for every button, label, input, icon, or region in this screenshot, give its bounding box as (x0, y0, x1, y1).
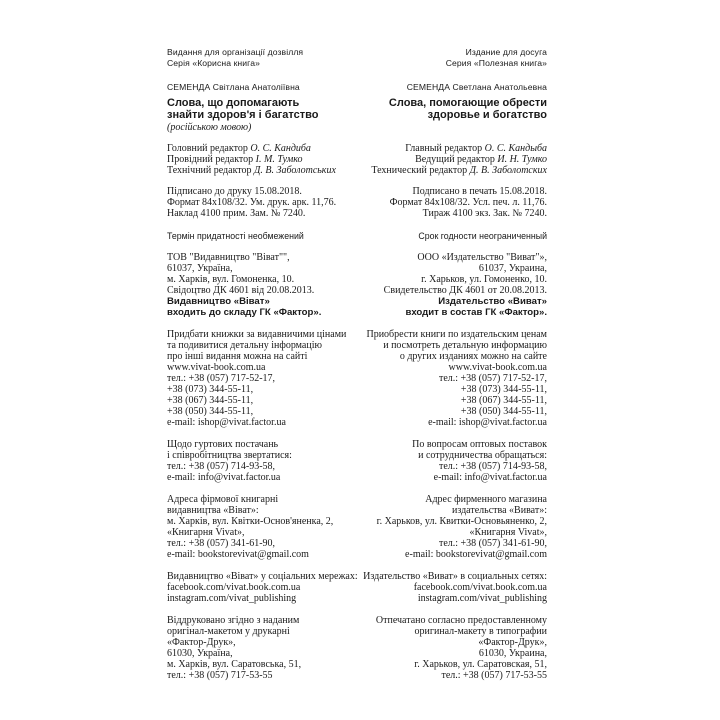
book-title-line2: знайти здоров'я і багатство (167, 109, 319, 121)
author: СЕМЕНДА Светлана Анатольевна (406, 82, 547, 92)
phone-line: +38 (073) 344-55-11, (167, 384, 254, 395)
edition-type: Видання для організації дозвілля (167, 47, 304, 57)
printed-line: м. Харків, вул. Саратовська, 51, (167, 659, 302, 670)
technical-editor: Технический редактор Д. В. Заболотских (371, 165, 547, 176)
website-link[interactable]: www.vivat-book.com.ua (167, 362, 266, 373)
phone-line: +38 (067) 344-55-11, (460, 395, 547, 406)
buy-line: о других изданиях можно на сайте (399, 351, 547, 362)
phone-line: +38 (050) 344-55-11, (460, 406, 547, 417)
language-note: (російською мовою) (167, 122, 252, 133)
printed-line: 61030, Україна, (167, 648, 233, 659)
social-line: instagram.com/vivat_publishing (167, 593, 297, 604)
social-line: instagram.com/vivat_publishing (417, 593, 547, 604)
group-line: входит в состав ГК «Фактор». (405, 307, 547, 318)
chief-editor: Главный редактор О. С. Кандыба (405, 143, 547, 154)
printed-line: оригинал-макету в типографии (414, 626, 547, 637)
buy-line: про інші видання можна на сайті (167, 351, 308, 362)
printed-line: г. Харьков, ул. Саратовская, 51, (414, 659, 547, 670)
phone-line: +38 (073) 344-55-11, (460, 384, 547, 395)
group-line: Видавництво «Віват» (167, 296, 270, 307)
store-line: м. Харків, вул. Квітки-Основ'яненка, 2, (167, 516, 334, 527)
wholesale-line: і співробітництва звертатися: (167, 450, 292, 461)
group-line: Издательство «Виват» (438, 296, 547, 307)
printed-line: «Фактор-Друк», (478, 637, 547, 648)
printed-line: тел.: +38 (057) 717-53-55 (441, 670, 547, 681)
wholesale-line: e-mail: info@vivat.factor.ua (167, 472, 281, 483)
edition-type: Издание для досуга (465, 47, 547, 57)
store-line: e-mail: bookstorevivat@gmail.com (167, 549, 309, 560)
store-line: «Книгарня Vivat», (167, 527, 245, 538)
phone-line: +38 (067) 344-55-11, (167, 395, 254, 406)
wholesale-line: По вопросам оптовых поставок (412, 439, 547, 450)
book-title-line2: здоровье и богатство (427, 109, 547, 121)
publisher-line: 61037, Україна, (167, 263, 233, 274)
publisher-line: м. Харків, вул. Гомоненка, 10. (167, 274, 295, 285)
buy-line: Приобрести книги по издательским ценам (366, 329, 547, 340)
social-line: facebook.com/vivat.book.com.ua (413, 582, 547, 593)
print-info-line: Подписано в печать 15.08.2018. (412, 186, 547, 197)
printed-line: «Фактор-Друк», (167, 637, 236, 648)
social-line: facebook.com/vivat.book.com.ua (167, 582, 301, 593)
publisher-line: 61037, Украина, (478, 263, 547, 274)
printed-line: оригінал-макетом у друкарні (167, 626, 290, 637)
store-line: Адрес фирменного магазина (425, 494, 547, 505)
technical-editor: Технічний редактор Д. В. Заболотських (167, 165, 336, 176)
publisher-line: ООО «Издательство "Виват"», (417, 252, 547, 263)
wholesale-line: e-mail: info@vivat.factor.ua (433, 472, 547, 483)
wholesale-line: тел.: +38 (057) 714-93-58, (438, 461, 547, 472)
publisher-line: ТОВ "Видавництво "Віват"", (167, 252, 290, 263)
phone-line: тел.: +38 (057) 717-52-17, (438, 373, 547, 384)
shelf-life: Срок годности неограниченный (418, 231, 547, 241)
group-line: входить до складу ГК «Фактор». (167, 307, 322, 318)
print-info-line: Підписано до друку 15.08.2018. (167, 186, 302, 197)
printed-line: 61030, Украина, (478, 648, 547, 659)
printed-line: тел.: +38 (057) 717-53-55 (167, 670, 273, 681)
email-line: e-mail: ishop@vivat.factor.ua (428, 417, 547, 428)
leading-editor: Провідний редактор І. М. Тумко (167, 154, 303, 165)
publisher-line: Свідоцтво ДК 4601 від 20.08.2013. (167, 285, 315, 296)
store-line: г. Харьков, ул. Квитки-Основьяненко, 2, (376, 516, 547, 527)
store-line: e-mail: bookstorevivat@gmail.com (405, 549, 547, 560)
author: СЕМЕНДА Світлана Анатоліївна (167, 82, 300, 92)
store-line: тел.: +38 (057) 341-61-90, (167, 538, 276, 549)
book-title-line1: Слова, що допомагають (167, 97, 300, 109)
chief-editor: Головний редактор О. С. Кандиба (167, 143, 311, 154)
shelf-life: Термін придатності необмежений (167, 231, 304, 241)
store-line: издательства «Виват»: (451, 505, 547, 516)
print-info-line: Формат 84х108/32. Усл. печ. л. 11,76. (389, 197, 547, 208)
buy-line: и посмотреть детальную информацию (383, 340, 547, 351)
publisher-line: Свидетельство ДК 4601 от 20.08.2013. (383, 285, 547, 296)
phone-line: +38 (050) 344-55-11, (167, 406, 254, 417)
social-line: Видавництво «Віват» у соціальних мережах: (167, 571, 358, 582)
series: Серія «Корисна книга» (167, 58, 260, 68)
email-line: e-mail: ishop@vivat.factor.ua (167, 417, 286, 428)
wholesale-line: тел.: +38 (057) 714-93-58, (167, 461, 276, 472)
printed-line: Віддруковано згідно з наданим (167, 615, 300, 626)
wholesale-line: Щодо гуртових постачань (167, 439, 279, 450)
buy-line: та подивитися детальну інформацію (167, 340, 322, 351)
leading-editor: Ведущий редактор И. Н. Тумко (415, 154, 547, 165)
print-info-line: Формат 84х108/32. Ум. друк. арк. 11,76. (167, 197, 337, 208)
buy-line: Придбати книжки за видавничими цінами (167, 329, 347, 340)
printed-line: Отпечатано согласно предоставленному (375, 615, 547, 626)
publisher-line: г. Харьков, ул. Гомоненко, 10. (421, 274, 547, 285)
store-line: видавництва «Віват»: (167, 505, 259, 516)
phone-line: тел.: +38 (057) 717-52-17, (167, 373, 276, 384)
store-line: «Книгарня Vivat», (469, 527, 547, 538)
social-line: Издательство «Виват» в социальных сетях: (363, 571, 547, 582)
book-title-line1: Слова, помогающие обрести (388, 97, 547, 109)
print-info-line: Тираж 4100 экз. Зак. № 7240. (422, 208, 547, 219)
print-info-line: Наклад 4100 прим. Зам. № 7240. (167, 208, 306, 219)
wholesale-line: и сотрудничества обращаться: (418, 450, 547, 461)
store-line: тел.: +38 (057) 341-61-90, (438, 538, 547, 549)
store-line: Адреса фірмової книгарні (167, 494, 279, 505)
series: Серия «Полезная книга» (445, 58, 547, 68)
website-link[interactable]: www.vivat-book.com.ua (448, 362, 547, 373)
